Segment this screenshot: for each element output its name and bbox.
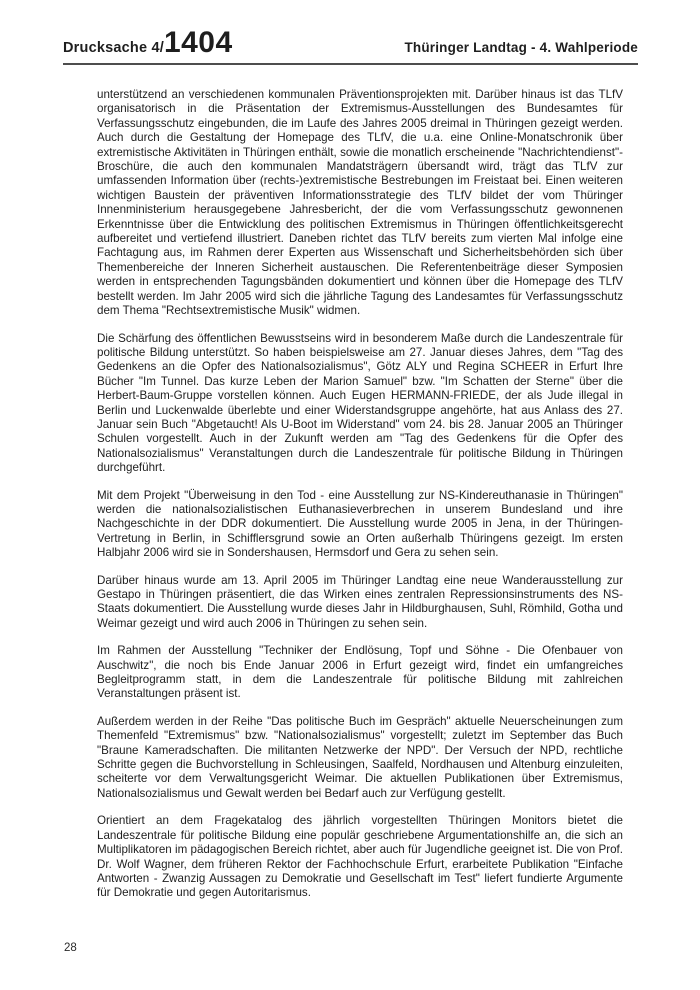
drucksache-prefix: Drucksache 4/ — [63, 40, 164, 56]
paragraph-landeszentrale-gedenktag: Die Schärfung des öffentlichen Bewusstseins wird in besonderem Maße durch die Landeszentrale für politische Bildung unterstützt. So haben beispielsweise am 27. Januar dieses Jahres, dem "Tag des Gedenkens an die Opfer des Nationalsozialismus", Götz ALY und Regina SCHEER in Erfurt Ihre Bücher "Im Tunnel. Das kurze Leben der Marion Samuel" bzw. "Im Schatten der Sterne" über die Herbert-Baum-Gruppe vorstellen können. Auch Eugen HERMANN-FRIEDE, der als Jude illegal in Berlin und Luckenwalde überlebte und einer Widerstandsgruppe angehörte, hat aus Anlass des 27. Januar sein Buch "Abgetaucht! Als U-Boot im Widerstand" vom 24. bis 28. Januar 2005 an Thüringer Schulen vorgestellt. Auch in der Zukunft werden am "Tag des Gedenkens für die Opfer des Nationalsozialismus" Veranstaltungen durch die Landeszentrale für politische Bildung in Thüringen durchgeführt. — [97, 331, 623, 475]
paragraph-ns-kindereuthanasie-ausstellung: Mit dem Projekt "Überweisung in den Tod - eine Ausstellung zur NS-Kindereuthanasie in Thüringen" werden die nationalsozialistischen Euthanasieverbrechen in unserem Bundesland und ihre Nachgeschichte in der DDR dokumentiert. Die Ausstellung wurde 2005 in Jena, in der Thüringen-Vertretung in Berlin, in Schifflersgrund sowie an Orten außerhalb Thüringens gezeigt. Im ersten Halbjahr 2006 wird sie in Sondershausen, Hermsdorf und Gera zu sehen sein. — [97, 488, 623, 560]
document-body — [97, 88, 623, 901]
paragraph-topf-und-soehne-ausstellung: Im Rahmen der Ausstellung "Techniker der Endlösung, Topf und Söhne - Die Ofenbauer von Auschwitz", die noch bis Ende Januar 2006 in Erfurt gezeigt wird, findet ein umfangreiches Begleitprogramm statt, in dem die Landeszentrale für politische Bildung mit zahlreichen Veranstaltungen präsent ist. — [97, 644, 623, 701]
drucksache-number: 1404 — [163, 26, 233, 59]
paragraph-tlfv-prevention: unterstützend an verschiedenen kommunalen Präventionsprojekten mit. Darüber hinaus ist das TLfV organisatorisch in die Präsentation der Extremismus-Ausstellungen des Bundesamtes für Verfassungsschutz eingebunden, die im Laufe des Jahres 2005 dreimal in Thüringen gezeigt werden. Auch durch die Gestaltung der Homepage des TLfV, die u.a. eine Online-Monatschronik über extremistische Aktivitäten in Thüringen enthält, sowie die monatlich erscheinende "Nachrichtendienst"-Broschüre, die auch den kommunalen Mandatsträgern übersandt wird, trägt das TLfV zur umfassenden Information über (rechts-)extremistische Bestrebungen im Freistaat bei. Einen weiteren wichtigen Baustein der präventiven Informationsstrategie des TLfV bildet der vom Thüringer Innenministerium herausgegebene Jahresbericht, der die vom Verfassungsschutz gewonnenen Erkenntnisse über die Entwicklung des politischen Extremismus in Thüringen öffentlichkeitsgerecht aufbereitet und vertiefend illustriert. Daneben richtet das TLfV bereits zum vierten Mal infolge eine Fachtagung aus, im Rahmen derer Experten aus Wissenschaft und Sicherheitsbehörden sich über Themenbereiche der Inneren Sicherheit austauschen. Die Referentenbeiträge dieser Symposien werden in entsprechenden Tagungsbänden dokumentiert und können über die Homepage des TLfV bestellt werden. Im Jahr 2005 wird sich die jährliche Tagung des Landesamtes für Verfassungsschutz dem Thema "Rechtsextremistische Musik" widmen. — [97, 88, 623, 318]
paragraph-politisches-buch-reihe: Außerdem werden in der Reihe "Das politische Buch im Gespräch" aktuelle Neuerscheinungen zum Themenfeld "Extremismus" bzw. "Nationalsozialismus" vorgestellt; zuletzt im September das Buch "Braune Kameradschaften. Die militanten Netzwerke der NPD". Der Versuch der NPD, rechtliche Schritte gegen die Buchvorstellung in Schleusingen, Saalfeld, Nordhausen und Altenburg einzuleiten, scheiterte vor dem Verwaltungsgericht Weimar. Die aktuellen Publikationen über Extremismus, Nationalsozialismus und Gewalt werden bei Bedarf auch zur Verfügung gestellt. — [97, 714, 623, 800]
landtag-wahlperiode-title: Thüringer Landtag - 4. Wahlperiode — [404, 40, 638, 55]
header-rule — [63, 63, 638, 65]
paragraph-thueringen-monitor-publikation: Orientiert an dem Fragekatalog des jährlich vorgestellten Thüringen Monitors bietet die Landeszentrale für politische Bildung eine populär geschriebene Argumentationshilfe an, die sich an Multiplikatoren im pädagogischen Bereich richtet, aber auch für Jugendliche geeignet ist. Die von Prof. Dr. Wolf Wagner, dem früheren Rektor der Fachhochschule Erfurt, erarbeitete Publikation "Einfache Antworten - Zwanzig Aussagen zu Demokratie und Gesellschaft im Test" liefert fundierte Argumente für Demokratie und gegen Autoritarismus. — [97, 814, 623, 900]
paragraph-gestapo-wanderausstellung: Darüber hinaus wurde am 13. April 2005 im Thüringer Landtag eine neue Wanderausstellung zur Gestapo in Thüringen präsentiert, die das Wirken eines zentralen Repressionsinstruments des NS-Staats dokumentiert. Die Ausstellung wurde dieses Jahr in Hildburghausen, Suhl, Römhild, Gotha und Weimar gezeigt und wird auch 2006 in Thüringen zu sehen sein. — [97, 573, 623, 630]
page-number: 28 — [64, 942, 77, 954]
drucksache-label — [63, 28, 233, 58]
page-header — [63, 28, 638, 58]
